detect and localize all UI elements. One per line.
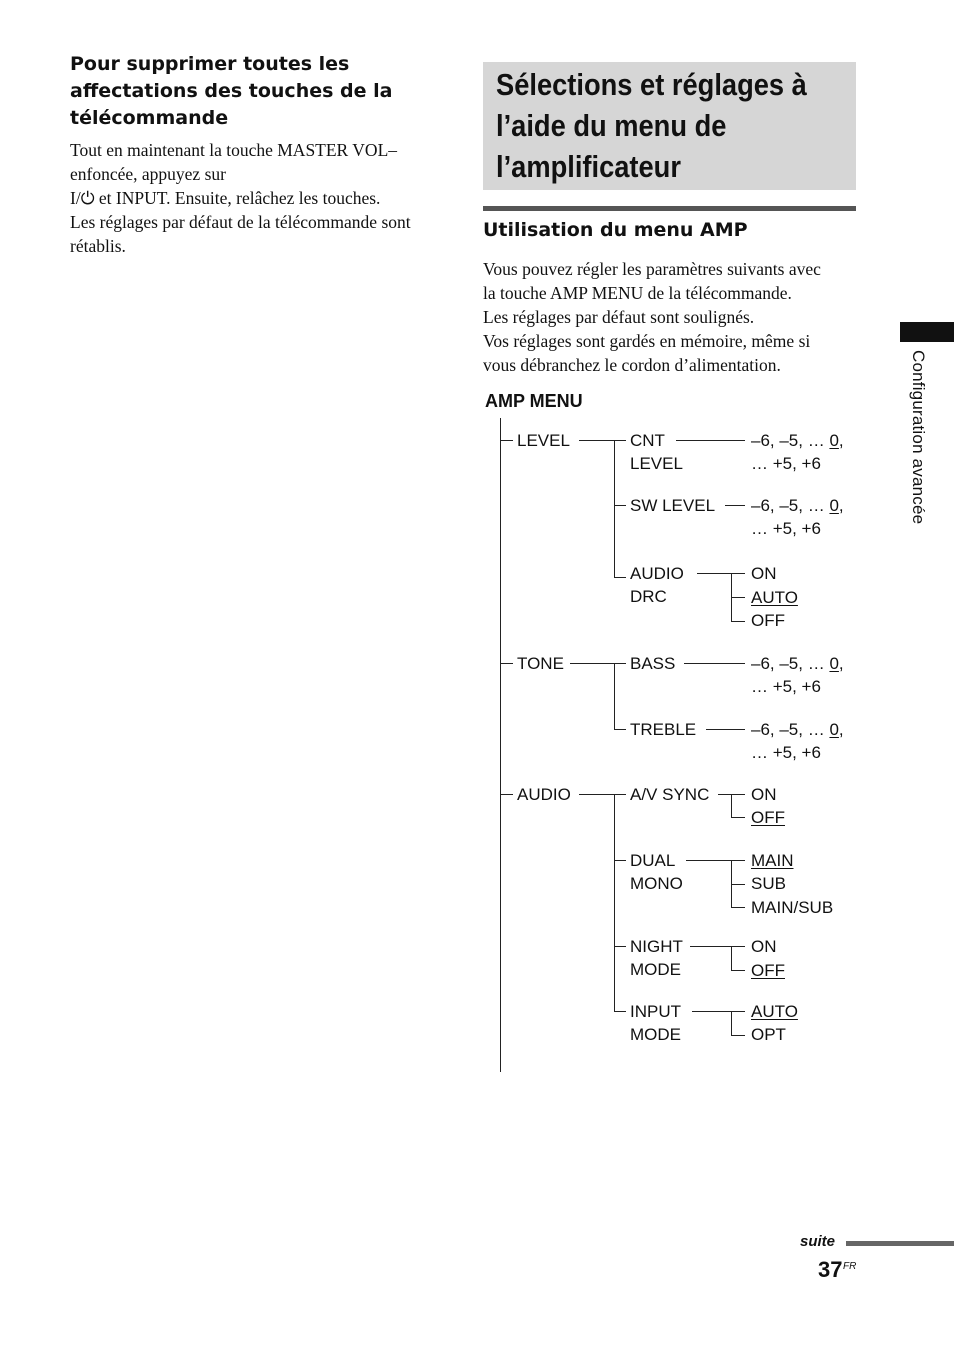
range-prefix: –6, –5, … (751, 431, 830, 450)
range-default: 0 (829, 496, 839, 515)
range-suffix: , (838, 720, 844, 739)
range-default: 0 (829, 654, 839, 673)
body-line: rétablis. (70, 236, 126, 256)
option-off: OFF (751, 611, 785, 630)
section-title (496, 64, 809, 187)
option-on: ON (751, 564, 777, 583)
option-main-default: MAIN (751, 851, 794, 870)
range-prefix: –6, –5, … (751, 654, 830, 673)
option-on: ON (751, 785, 777, 804)
option-main-sub: MAIN/SUB (751, 898, 834, 917)
continued-label: suite (800, 1233, 836, 1250)
menu-item-input-mode (630, 1000, 681, 1046)
title-line: l’aide du menu de (496, 108, 727, 143)
value-range-cnt (751, 429, 844, 475)
section-body (483, 257, 821, 377)
dual-mono-options (751, 849, 833, 919)
remote-reset-body (70, 138, 411, 258)
body-line: vous débranchez le cordon d’alimentation. (483, 355, 781, 375)
range-line-2: … +5, +6 (751, 454, 821, 473)
option-opt: OPT (751, 1025, 786, 1044)
range-line (751, 652, 844, 675)
amp-menu-title: AMP MENU (485, 391, 583, 411)
continued-bar (846, 1241, 954, 1246)
value-range-bass (751, 652, 844, 698)
menu-item-tone: TONE (517, 654, 564, 673)
page-number: 37 (818, 1257, 843, 1282)
section-rule (483, 206, 856, 211)
av-sync-options (751, 783, 785, 829)
body-line: la touche AMP MENU de la télécommande. (483, 283, 792, 303)
menu-item-treble: TREBLE (630, 720, 697, 739)
option-on: ON (751, 937, 777, 956)
option-auto-default: AUTO (751, 588, 798, 607)
side-tab-label: Configuration avancée (909, 350, 928, 525)
option-off-default: OFF (751, 961, 785, 980)
night-mode-options (751, 935, 785, 982)
menu-item-audio: AUDIO (517, 785, 571, 804)
label-line: MODE (630, 960, 681, 979)
label-line: DRC (630, 587, 667, 606)
heading-line: Pour supprimer toutes les (70, 53, 350, 75)
range-line (751, 494, 844, 517)
label-line: AUDIO (630, 564, 684, 583)
body-line: Vos réglages sont gardés en mémoire, même si (483, 331, 811, 351)
menu-item-level: LEVEL (517, 431, 570, 450)
value-range-treble (751, 718, 844, 764)
page-language: FR (843, 1261, 857, 1272)
range-line (751, 718, 844, 741)
value-range-sw (751, 494, 844, 540)
remote-reset-heading (70, 51, 392, 132)
menu-item-sw-level: SW LEVEL (630, 496, 716, 515)
menu-item-dual-mono (630, 849, 683, 895)
range-line-2: … +5, +6 (751, 519, 821, 538)
range-line-2: … +5, +6 (751, 743, 821, 762)
menu-item-bass: BASS (630, 654, 676, 673)
body-line: enfoncée, appuyez sur (70, 164, 226, 184)
option-auto-default: AUTO (751, 1002, 798, 1021)
range-default: 0 (829, 720, 839, 739)
side-tab-marker (900, 322, 954, 342)
option-sub: SUB (751, 874, 786, 893)
label-line: CNT (630, 431, 665, 450)
body-line: Vous pouvez régler les paramètres suivants avec (483, 259, 821, 279)
label-line: NIGHT (630, 937, 683, 956)
body-line: Les réglages par défaut de la télécommande sont (70, 212, 411, 232)
option-off-default: OFF (751, 808, 785, 827)
title-line: Sélections et réglages à (496, 67, 807, 102)
title-line: l’amplificateur (496, 149, 681, 184)
range-line (751, 429, 844, 452)
range-suffix: , (838, 496, 844, 515)
body-line: I/⏻ et INPUT. Ensuite, relâchez les touches. (70, 188, 381, 208)
drc-options (751, 562, 798, 632)
body-line: Tout en maintenant la touche MASTER VOL– (70, 140, 398, 160)
range-prefix: –6, –5, … (751, 496, 830, 515)
label-line: INPUT (630, 1002, 681, 1021)
section-subtitle: Utilisation du menu AMP (483, 219, 748, 241)
menu-item-cnt-level (630, 429, 683, 475)
menu-item-av-sync: A/V SYNC (630, 785, 710, 804)
heading-line: télécommande (70, 107, 229, 129)
range-line-2: … +5, +6 (751, 677, 821, 696)
menu-item-night-mode (630, 935, 683, 981)
range-suffix: , (838, 431, 844, 450)
label-line: MONO (630, 874, 683, 893)
label-line: LEVEL (630, 454, 683, 473)
range-default: 0 (829, 431, 839, 450)
label-line: DUAL (630, 851, 676, 870)
label-line: MODE (630, 1025, 681, 1044)
menu-item-audio-drc (630, 562, 684, 608)
range-suffix: , (838, 654, 844, 673)
input-mode-options (751, 1000, 798, 1046)
heading-line: affectations des touches de la (70, 80, 393, 102)
range-prefix: –6, –5, … (751, 720, 830, 739)
body-line: Les réglages par défaut sont soulignés. (483, 307, 755, 327)
